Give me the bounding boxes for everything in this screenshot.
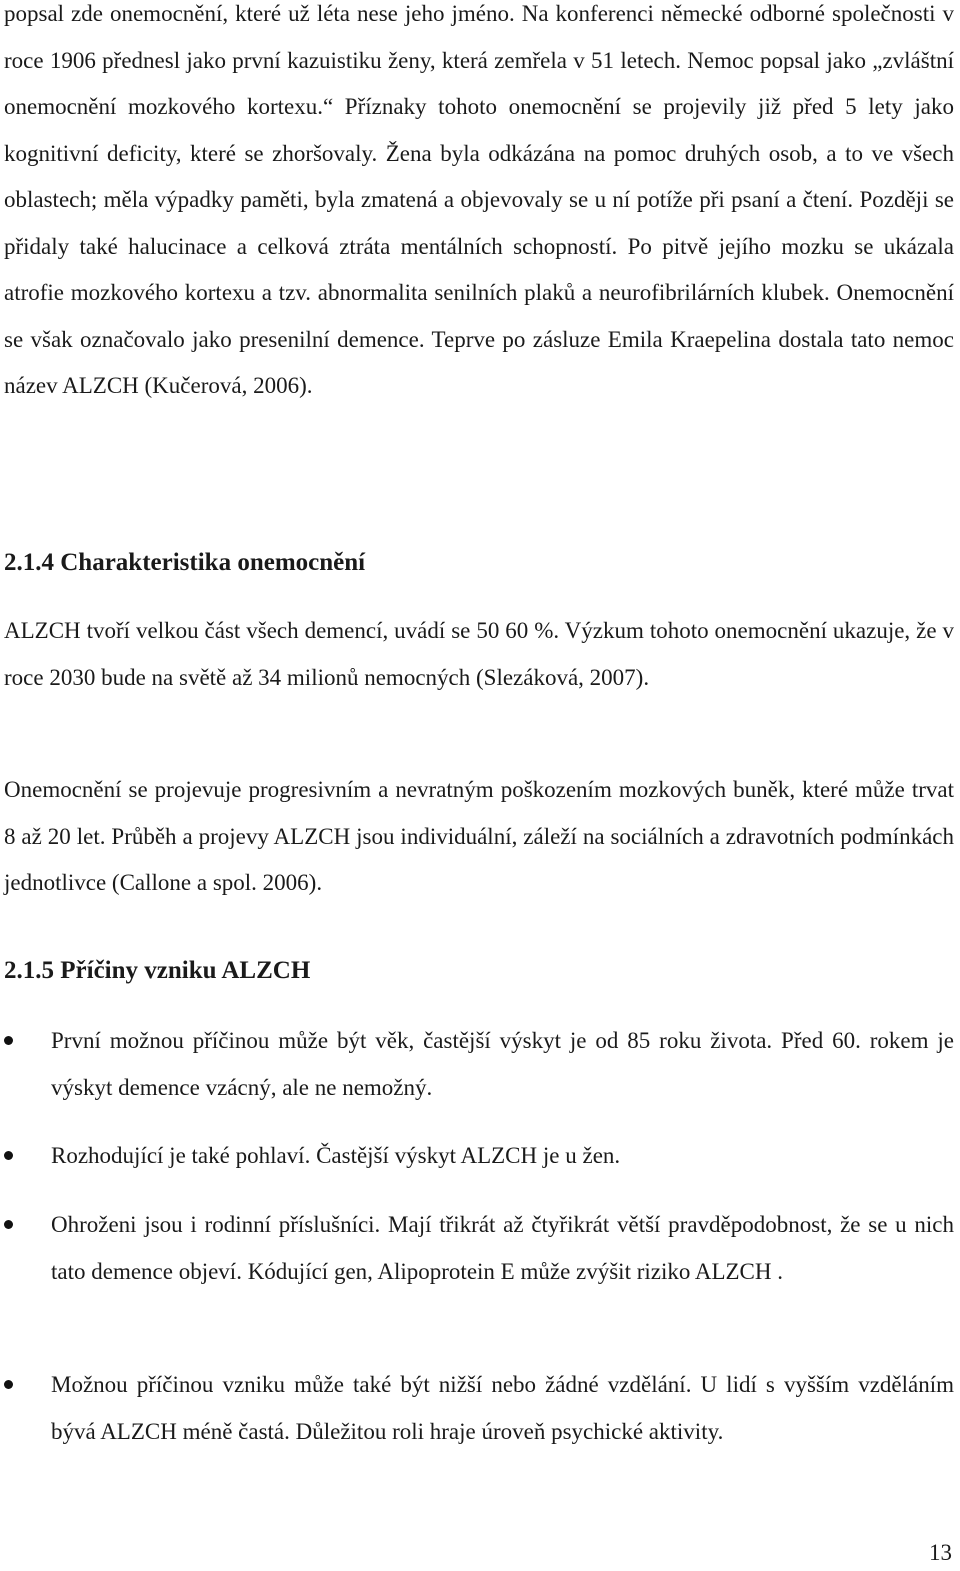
list-item bbox=[4, 1362, 954, 1455]
paragraph-prevalence: ALZCH tvoří velkou část všech demencí, uvádí se 50 60 %. Výzkum tohoto onemocnění ukazuje, že v roce 2030 bude na světě až 34 milionů nemocných (Slezáková, 2007). bbox=[4, 618, 954, 690]
list-item bbox=[4, 1202, 954, 1295]
bullet-icon bbox=[4, 1151, 13, 1160]
heading-causes: 2.1.5 Příčiny vzniku ALZCH bbox=[4, 957, 311, 984]
list-item-text: Rozhodující je také pohlaví. Častější výskyt ALZCH je u žen. bbox=[51, 1143, 621, 1168]
page-number: 13 bbox=[929, 1540, 952, 1565]
paragraph-progression: Onemocnění se projevuje progresivním a nevratným poškozením mozkových buněk, které může trvat 8 až 20 let. Průběh a projevy ALZCH jsou individuální, záleží na sociálních a zdravotních podmínkách jednotlivce (Callone a spol. 2006). bbox=[4, 777, 954, 895]
list-item-text: Možnou příčinou vzniku může také být nižší nebo žádné vzdělání. U lidí s vyšším vzděláním bývá ALZCH méně častá. Důležitou roli hraje úroveň psychické aktivity. bbox=[51, 1372, 954, 1444]
bullet-icon bbox=[4, 1036, 13, 1045]
list-item-text: První možnou příčinou může být věk, častější výskyt je od 85 roku života. Před 60. rokem je výskyt demence vzácný, ale ne nemožný. bbox=[51, 1028, 954, 1100]
list-item bbox=[4, 1018, 954, 1111]
paragraph-history: popsal zde onemocnění, které už léta nese jeho jméno. Na konferenci německé odborné společnosti v roce 1906 přednesl jako první kazuistiku ženy, která zemřela v 51 letech. Nemoc popsal jako „zvláštní onemocnění mozkového kortexu.“ Příznaky tohoto onemocnění se projevily již před 5 lety jako kognitivní deficity, které se zhoršovaly. Žena byla odkázána na pomoc druhých osob, a to ve všech oblastech; měla výpadky paměti, byla zmatená a objevovaly se u ní potíže při psaní a čtení. Později se přidaly také halucinace a celková ztráta mentálních schopností. Po pitvě jejího mozku se ukázala atrofie mozkového kortexu a tzv. abnormalita senilních plaků a neurofibrilárních klubek. Onemocnění se však označovalo jako presenilní demence. Teprve po zásluze Emila Kraepelina dostala tato nemoc název ALZCH (Kučerová, 2006). bbox=[4, 1, 954, 398]
bullet-icon bbox=[4, 1380, 13, 1389]
bullet-icon bbox=[4, 1220, 13, 1229]
list-item-text: Ohroženi jsou i rodinní příslušníci. Mají třikrát až čtyřikrát větší pravděpodobnost, že se u nich tato demence objeví. Kódující gen, Alipoprotein E může zvýšit riziko ALZCH . bbox=[51, 1212, 954, 1284]
heading-characteristics: 2.1.4 Charakteristika onemocnění bbox=[4, 549, 366, 576]
list-item bbox=[4, 1133, 954, 1180]
